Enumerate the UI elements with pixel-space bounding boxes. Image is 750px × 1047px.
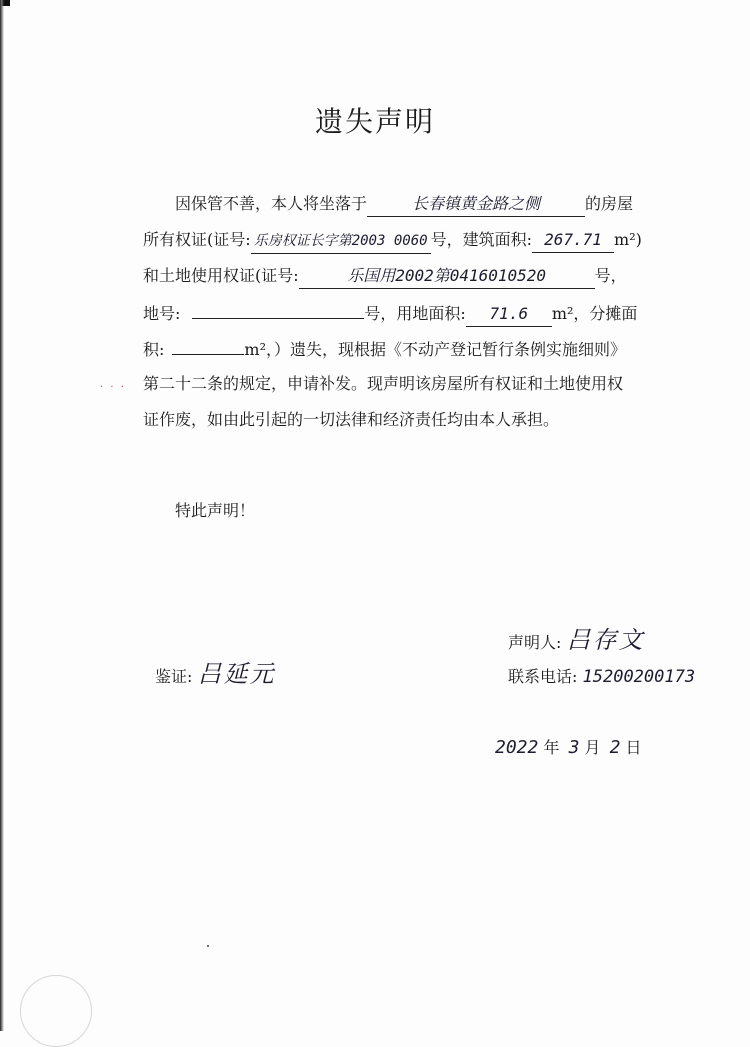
statement-line-1 — [143, 186, 663, 222]
property-address-field: 长春镇黄金路之侧 — [367, 192, 585, 217]
date-year-unit: 年 — [543, 738, 560, 757]
statement-line-7: 证作废，如由此引起的一切法律和经济责任均由本人承担。 — [143, 410, 560, 429]
document-title: 遗失声明 — [314, 105, 435, 138]
phone-label: 联系电话: — [508, 667, 578, 686]
scan-edge-shadow — [0, 0, 4, 1031]
phone-row — [508, 664, 695, 687]
text-segment: 所有权证(证号: — [143, 230, 251, 249]
text-segment: m²) — [614, 230, 642, 249]
statement-line-4 — [143, 294, 663, 330]
text-segment: m²，）遗失，现根据《不动产登记暂行条例实施细则》 — [244, 340, 626, 359]
text-segment: 积: — [143, 340, 165, 359]
text-segment: 号， — [594, 266, 627, 285]
statement-line-3 — [143, 258, 663, 294]
date-day: 2 — [609, 737, 621, 758]
statement-body — [143, 186, 663, 438]
text-segment: 因保管不善，本人将坐落于 — [175, 194, 368, 213]
shared-area-field — [172, 330, 244, 355]
building-area-field: 267.71 — [532, 228, 614, 253]
date-day-unit: 日 — [625, 738, 642, 757]
date-month: 3 — [568, 737, 580, 758]
text-segment: 号，建筑面积: — [430, 230, 533, 249]
declarant-signature: 吕存文 — [566, 626, 645, 654]
witness-row — [155, 654, 276, 689]
text-segment: 的房屋 — [585, 194, 634, 213]
statement-line-5 — [143, 330, 663, 366]
signing-date — [495, 735, 642, 758]
scan-speck — [207, 945, 209, 947]
text-segment: 和土地使用权证(证号: — [143, 266, 299, 285]
faint-circle-mark — [20, 975, 92, 1047]
lot-number-field — [192, 294, 364, 319]
date-year: 2022 — [495, 737, 539, 758]
date-month-unit: 月 — [584, 738, 601, 757]
text-segment: 号，用地面积: — [364, 304, 466, 323]
land-cert-number-field: 乐国用2002第0416010520 — [299, 264, 595, 289]
land-area-field: 71.6 — [466, 302, 552, 327]
faint-stamp-marks: · · · — [100, 382, 126, 393]
house-cert-number-field: 乐房权证长字第2003 0060 — [251, 229, 431, 254]
phone-value: 15200200173 — [582, 667, 696, 687]
witness-label: 鉴证: — [155, 667, 193, 686]
text-segment: m²，分摊面 — [551, 304, 638, 323]
witness-signature: 吕延元 — [197, 660, 276, 688]
declarant-row — [508, 620, 645, 655]
statement-line-6: 第二十二条的规定，申请补发。现声明该房屋所有权证和土地使用权 — [143, 374, 624, 393]
declarant-label: 声明人: — [508, 633, 562, 652]
text-segment: 地号: — [143, 304, 181, 323]
statement-line-2 — [143, 222, 663, 258]
declaration-closing: 特此声明！ — [175, 501, 256, 520]
